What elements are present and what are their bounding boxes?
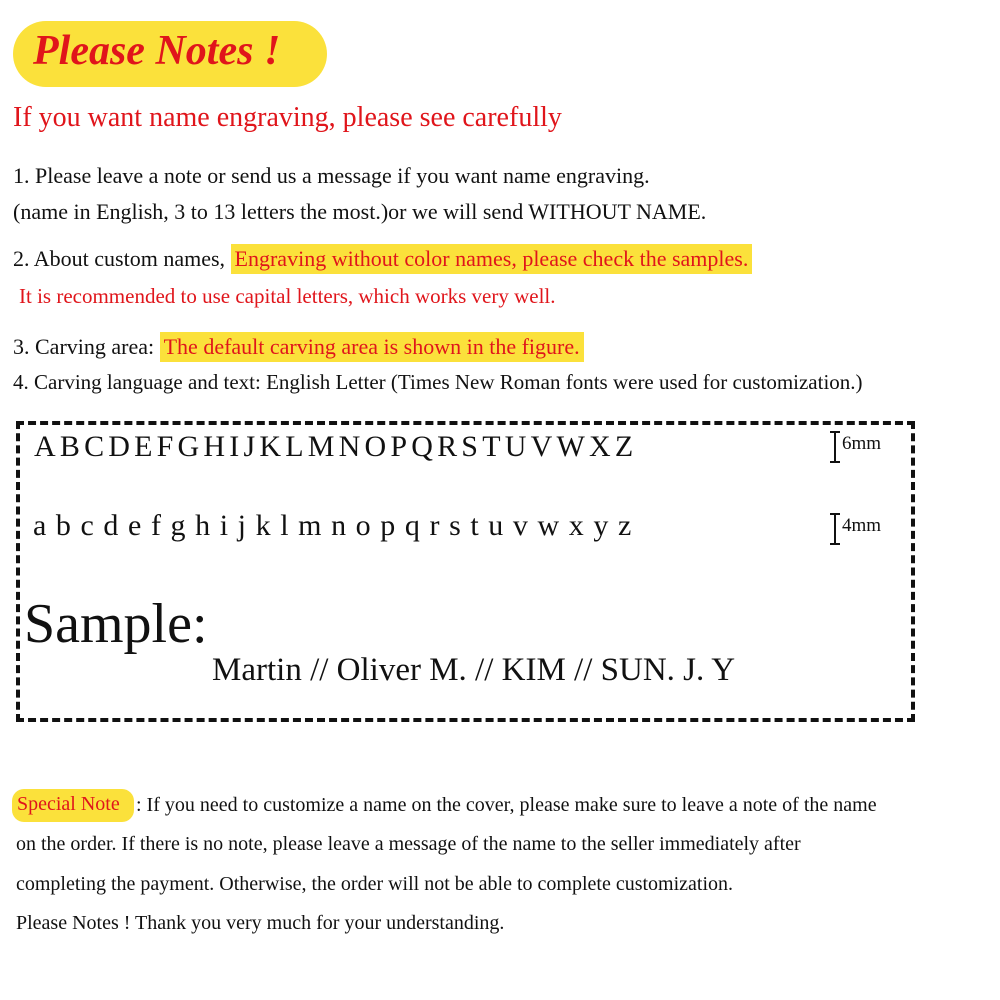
title-badge (13, 21, 327, 87)
special-note-line-2: on the order. If there is no note, please leave a message of the name to the seller immediately after (16, 833, 801, 855)
sample-label: Sample: (24, 593, 208, 655)
instruction-1-line-2: (name in English, 3 to 13 letters the most.)or we will send WITHOUT NAME. (13, 199, 707, 224)
page-subtitle: If you want name engraving, please see carefully (13, 102, 562, 133)
instruction-3 (13, 334, 584, 360)
instruction-2-recommendation: It is recommended to use capital letters, which works very well. (19, 284, 556, 308)
uppercase-alphabet: ABCDEFGHIJKLMNOPQRSTUVWXZ (34, 430, 638, 463)
dimension-cap-bottom (830, 543, 840, 545)
lowercase-size-label: 4mm (842, 515, 882, 536)
dimension-cap-bottom (830, 461, 840, 463)
special-note-line-3: completing the payment. Otherwise, the order will not be able to complete customization. (16, 873, 734, 895)
special-note-label: Special Note (17, 793, 120, 815)
instruction-3-highlight: The default carving area is shown in the figure. (160, 332, 584, 362)
instruction-1-line-1: 1. Please leave a note or send us a message if you want name engraving. (13, 163, 650, 188)
dimension-cap-top (830, 431, 840, 433)
special-note-line-4: Please Notes ! Thank you very much for your understanding. (16, 912, 505, 934)
dimension-cap-top (830, 513, 840, 515)
uppercase-dimension (830, 430, 890, 464)
uppercase-size-label: 6mm (842, 433, 882, 454)
lowercase-dimension (830, 512, 890, 546)
dimension-arrow-icon (834, 514, 836, 544)
instruction-2-highlight: Engraving without color names, please check the samples. (231, 244, 753, 274)
instruction-3-prefix: 3. Carving area: (13, 334, 155, 359)
sample-names: Martin // Oliver M. // KIM // SUN. J. Y (212, 652, 736, 688)
lowercase-alphabet: abcdefghijklmnopqrstuvwxyz (33, 509, 641, 542)
instruction-2-prefix: 2. About custom names, (13, 246, 226, 271)
instruction-2 (13, 246, 752, 272)
special-note-badge (12, 789, 134, 822)
page-title: Please Notes ! (33, 28, 281, 74)
special-note-line-1: : If you need to customize a name on the cover, please make sure to leave a note of the name (136, 794, 877, 816)
instruction-4: 4. Carving language and text: English Letter (Times New Roman fonts were used for customization.) (13, 370, 863, 394)
dimension-arrow-icon (834, 432, 836, 462)
